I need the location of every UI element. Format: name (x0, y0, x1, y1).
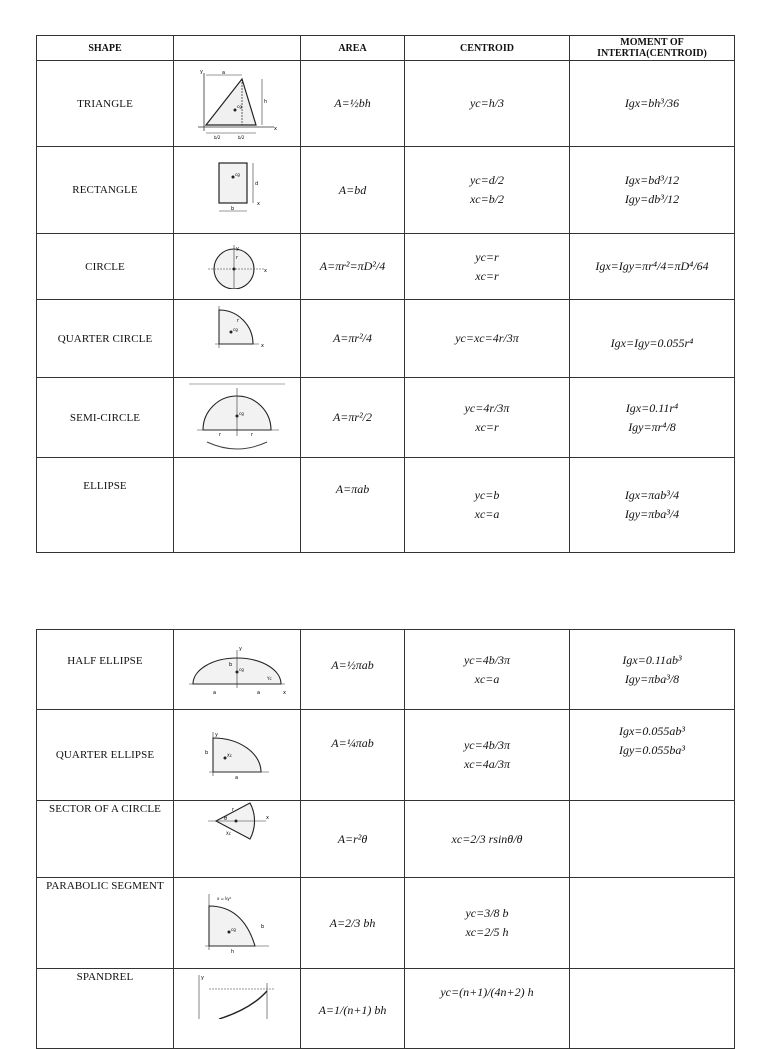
formula: A=πr²/2 (332, 410, 373, 424)
centroid-cell (405, 458, 570, 553)
label-theta: θ (224, 816, 228, 822)
label-b: b (261, 924, 265, 930)
area-cell (301, 710, 405, 801)
table-row (37, 710, 735, 801)
area-cell (301, 61, 405, 147)
moment-cell (570, 147, 735, 234)
formula: yc=b (474, 488, 500, 502)
header-figure (174, 36, 301, 61)
shape-name: SEMI-CIRCLE (37, 378, 174, 458)
label-b: b (205, 750, 209, 756)
label-a: a (222, 69, 226, 76)
label-x: x (266, 815, 269, 821)
centroid-cell (405, 147, 570, 234)
formula: A=½πab (331, 658, 374, 672)
formula: yc=d/2 (469, 173, 505, 187)
label-r: r (236, 254, 239, 261)
shape-name: RECTANGLE (37, 147, 174, 234)
label-b: b (229, 661, 233, 668)
label-a: a (257, 689, 261, 696)
quarter-ellipse-figure (174, 710, 301, 801)
label-cg: cg (239, 666, 244, 672)
table-row (37, 61, 735, 147)
shape-name: SECTOR OF A CIRCLE (37, 801, 174, 878)
table-row (37, 147, 735, 234)
formula: A=πr²/4 (332, 331, 373, 345)
formula: Igy=0.055ba³ (618, 743, 686, 757)
area-cell (301, 458, 405, 553)
figure-cell (174, 458, 301, 553)
header-shape: SHAPE (37, 36, 174, 61)
shape-name: CIRCLE (37, 234, 174, 300)
formula: xc=r (475, 419, 499, 434)
label-r: r (232, 807, 235, 813)
moment-cell (570, 61, 735, 147)
label-a: a (213, 689, 217, 696)
formula: Igx=bh³/36 (624, 96, 680, 110)
label-y: y (239, 645, 242, 652)
shape-name: ELLIPSE (37, 458, 174, 553)
formula: Igy=πba³/8 (624, 671, 680, 686)
label-parabola: x = ky² (217, 896, 232, 901)
formula: xc=r (475, 268, 499, 283)
formula: xc=a (474, 671, 500, 686)
label-y: y (200, 68, 203, 75)
formula: xc=2/5 h (465, 925, 509, 939)
label-h: h (264, 98, 268, 105)
formula: xc=2/3 rsinθ/θ (451, 831, 523, 846)
circle-figure (174, 234, 301, 300)
area-cell (301, 969, 405, 1049)
formula: Igx=0.11ab³ (622, 652, 682, 667)
centroid-cell (405, 630, 570, 710)
spandrel-figure (174, 969, 301, 1049)
formula: Igx=0.055ab³ (618, 724, 686, 738)
rectangle-figure (174, 147, 301, 234)
label-r: r (251, 431, 254, 438)
table-row (37, 458, 735, 553)
label-yc: Yc (267, 675, 272, 681)
formula: yc=xc=4r/3π (455, 331, 519, 345)
table-row (37, 300, 735, 378)
moment-cell (570, 630, 735, 710)
formula: Igy=πr⁴/8 (628, 419, 676, 434)
formula: Igy=πba³/4 (624, 507, 680, 521)
label-a: a (235, 775, 239, 780)
shape-name: SPANDREL (37, 969, 174, 1049)
label-xc: Xc (227, 753, 232, 758)
shape-name: TRIANGLE (37, 61, 174, 147)
label-r: r (237, 318, 240, 324)
label-x: x (264, 267, 267, 274)
label-b2: b/2 (238, 134, 245, 140)
area-cell (301, 630, 405, 710)
triangle-figure (174, 61, 301, 147)
formula: yc=h/3 (469, 96, 505, 110)
area-cell (301, 147, 405, 234)
centroid-cell (405, 378, 570, 458)
label-cg: cg (233, 327, 238, 332)
moment-cell (570, 300, 735, 378)
table-row (37, 969, 735, 1049)
moment-cell (570, 969, 735, 1049)
label-b2: b/2 (214, 134, 221, 140)
label-cg: cg (237, 103, 242, 109)
formula: A=2/3 bh (329, 915, 376, 930)
area-cell (301, 878, 405, 969)
formula: Igx=Igy=πr⁴/4=πD⁴/64 (595, 259, 709, 273)
table-row (37, 878, 735, 969)
formula: Igy=db³/12 (624, 192, 680, 206)
formula: Igx=Igy=0.055r⁴ (610, 336, 694, 350)
formula: yc=r (475, 249, 499, 264)
shape-name: QUARTER ELLIPSE (37, 710, 174, 801)
centroid-cell (405, 300, 570, 378)
centroid-cell (405, 710, 570, 801)
label-h: h (231, 949, 235, 954)
formula: A=1/(n+1) bh (318, 1003, 387, 1017)
quarter-circle-figure (174, 300, 301, 378)
label-y: y (236, 245, 239, 252)
formula: A=r²θ (337, 831, 368, 846)
label-b: b (231, 206, 235, 212)
formula: yc=4r/3π (464, 400, 510, 415)
moment-cell (570, 710, 735, 801)
header-area: AREA (301, 36, 405, 61)
table-row (37, 630, 735, 710)
formula: yc=4b/3π (463, 652, 511, 667)
label-cg: cg (235, 172, 240, 177)
label-x: x (261, 343, 264, 349)
label-cg: cg (231, 927, 236, 932)
label-r: r (219, 431, 222, 438)
table-row (37, 801, 735, 878)
sector-figure (174, 801, 301, 878)
half-ellipse-figure (174, 630, 301, 710)
header-moment: MOMENT OF INTERTIA(CENTROID) (570, 36, 735, 61)
label-y: y (215, 732, 218, 738)
header-centroid: CENTROID (405, 36, 570, 61)
moment-cell (570, 458, 735, 553)
formula: Igx=bd³/12 (624, 173, 680, 187)
formula: Igx=0.11r⁴ (625, 400, 679, 415)
shape-name: HALF ELLIPSE (37, 630, 174, 710)
formula: A=¼πab (331, 736, 374, 750)
formula: A=πab (335, 482, 370, 496)
moment-cell (570, 801, 735, 878)
moment-cell (570, 878, 735, 969)
label-cg: cg (239, 410, 244, 416)
centroid-cell (405, 61, 570, 147)
centroid-cell (405, 234, 570, 300)
table-row (37, 234, 735, 300)
label-x: x (283, 689, 286, 696)
shape-name: QUARTER CIRCLE (37, 300, 174, 378)
table-1 (36, 35, 735, 553)
area-cell (301, 801, 405, 878)
label-d: d (255, 181, 259, 187)
shape-name: PARABOLIC SEGMENT (37, 878, 174, 969)
area-cell (301, 378, 405, 458)
formula: Igx=πab³/4 (624, 488, 680, 502)
table-2 (36, 629, 735, 1049)
formula: A=½bh (334, 96, 371, 110)
centroid-cell (405, 878, 570, 969)
formula: xc=4a/3π (463, 757, 511, 771)
formula: A=bd (338, 182, 367, 197)
moment-cell (570, 234, 735, 300)
semi-circle-figure (174, 378, 301, 458)
area-cell (301, 234, 405, 300)
header-row (37, 36, 735, 61)
formula: yc=3/8 b (465, 906, 509, 920)
centroid-cell (405, 801, 570, 878)
formula: yc=(n+1)/(4n+2) h (440, 985, 534, 999)
label-xc: Xc (226, 831, 231, 836)
label-x: x (274, 125, 277, 132)
table-row (37, 378, 735, 458)
formula: yc=4b/3π (463, 738, 511, 752)
formula: xc=b/2 (469, 192, 505, 206)
area-cell (301, 300, 405, 378)
centroid-cell (405, 969, 570, 1049)
parabolic-segment-figure (174, 878, 301, 969)
moment-cell (570, 378, 735, 458)
label-y: y (201, 975, 204, 981)
formula: xc=a (474, 507, 500, 521)
formula: A=πr²=πD²/4 (319, 259, 386, 273)
label-x: x (257, 201, 260, 207)
